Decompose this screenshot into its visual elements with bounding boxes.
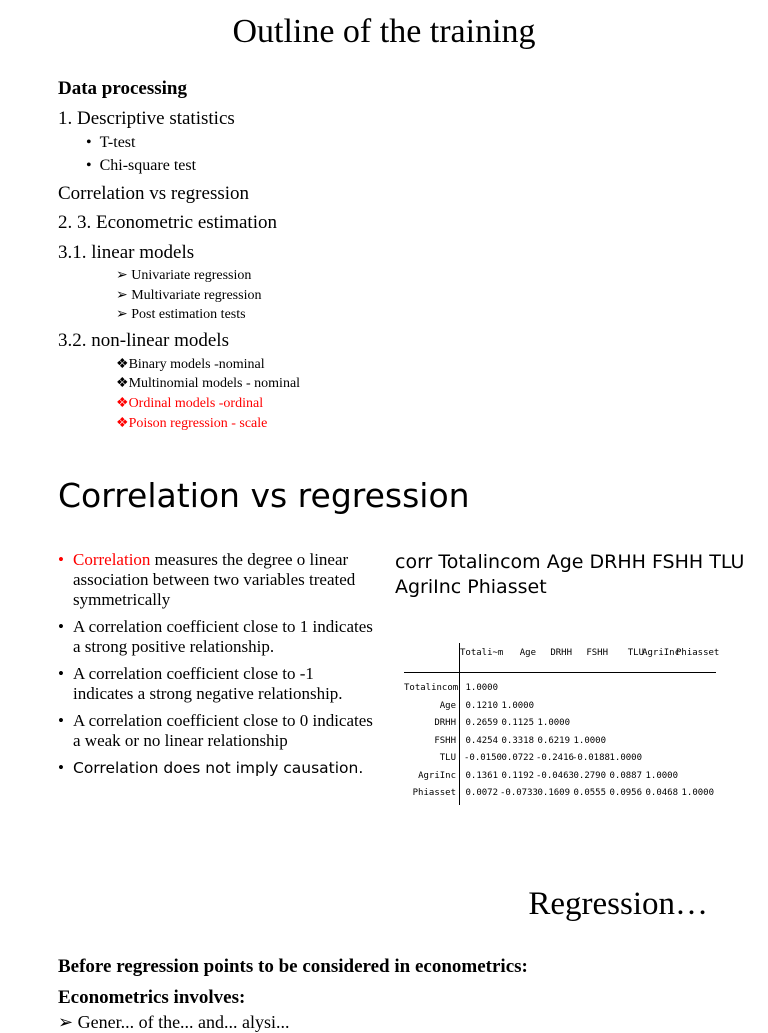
linear-subitem xyxy=(116,267,251,284)
table-divider-horizontal xyxy=(404,672,716,673)
regression-points-heading: Before regression points to be considered in econometrics: xyxy=(58,956,528,977)
table-cell: 1.0000 xyxy=(465,683,498,693)
bullet-item xyxy=(58,711,378,751)
post-estimation-label: Post estimation tests xyxy=(131,307,246,322)
diamond-bullet-icon: ❖ xyxy=(116,416,129,431)
table-row-label: Age xyxy=(439,700,456,711)
arrow-bullet-icon: ➢ xyxy=(58,1012,74,1032)
arrow-bullet-icon: ➢ xyxy=(116,268,128,283)
bullet-text: A correlation coefficient close to 0 indicates a weak or no linear relationship xyxy=(73,711,373,750)
diamond-bullet-icon: ❖ xyxy=(116,376,129,391)
chisquare-label: Chi-square test xyxy=(99,157,197,174)
table-cell: 0.4254 xyxy=(465,735,498,746)
table-column-header: FSHH xyxy=(586,648,608,658)
bullet-icon: • xyxy=(58,758,64,777)
table-cell: 1.0000 xyxy=(537,718,570,728)
table-cell: -0.0463 xyxy=(536,770,574,781)
descriptive-stats-item: 1. Descriptive statistics xyxy=(58,108,235,129)
table-cell: 1.0000 xyxy=(681,788,714,798)
table-cell: 0.2659 xyxy=(465,718,498,728)
corr-vs-reg-item: Correlation vs regression xyxy=(58,183,250,204)
table-row-label: FSHH xyxy=(434,735,456,746)
nonlinear-subitem xyxy=(116,356,265,373)
nonlinear-models-item: 3.2. non-linear models xyxy=(58,330,229,351)
poison-regression-label: Poison regression - scale xyxy=(128,416,268,431)
bullet-text: Correlation does not imply causation. xyxy=(73,759,364,777)
table-column-header: Totali~m xyxy=(460,648,504,658)
nonlinear-subitem xyxy=(116,375,300,392)
cut-off-line xyxy=(58,1012,290,1033)
table-column-header: Age xyxy=(519,648,536,658)
table-cell: -0.0188 xyxy=(572,753,610,763)
desc-subitem xyxy=(86,157,196,175)
multinomial-models-label: Multinomial models - nominal xyxy=(128,376,301,391)
table-cell: 0.0887 xyxy=(609,770,642,781)
nonlinear-subitem xyxy=(116,395,263,412)
bullet-item xyxy=(58,664,378,704)
econometric-item: 2. 3. Econometric estimation xyxy=(58,212,277,233)
multivariate-label: Multivariate regression xyxy=(131,288,262,303)
econometrics-involves-heading: Econometrics involves: xyxy=(58,987,246,1008)
diamond-bullet-icon: ❖ xyxy=(116,357,129,372)
correlation-bullet-list xyxy=(58,550,378,785)
bullet-text: measures the degree o linear association between two variables treated symmetrically xyxy=(73,550,356,609)
table-cell: 0.1361 xyxy=(465,770,498,781)
table-column-header: DRHH xyxy=(550,648,572,658)
table-column-header: Phiasset xyxy=(676,648,720,658)
bullet-icon: • xyxy=(58,617,64,636)
table-row-label: Totalincom xyxy=(404,683,459,693)
table-cell: 0.6219 xyxy=(537,735,570,746)
desc-subitem xyxy=(86,134,135,152)
table-cell: 1.0000 xyxy=(609,753,642,763)
table-cell: 0.1609 xyxy=(537,788,570,798)
regression-slide-title: Regression… xyxy=(528,886,708,922)
partial-text: Gener... of the... and... alysi... xyxy=(77,1012,290,1032)
bullet-icon: • xyxy=(86,157,92,174)
bullet-icon: • xyxy=(58,711,64,730)
table-cell: 0.1125 xyxy=(501,718,534,728)
diamond-bullet-icon: ❖ xyxy=(116,396,129,411)
linear-subitem xyxy=(116,287,261,304)
arrow-bullet-icon: ➢ xyxy=(116,307,128,322)
table-row-label: DRHH xyxy=(434,718,456,728)
bullet-text: A correlation coefficient close to -1 indicates a strong negative relationship. xyxy=(73,664,343,703)
linear-models-item: 3.1. linear models xyxy=(58,242,195,263)
nonlinear-subitem xyxy=(116,415,267,432)
bullet-icon: • xyxy=(58,550,64,569)
table-cell: 0.0468 xyxy=(645,788,678,798)
table-cell: 0.0722 xyxy=(501,753,534,763)
table-cell: -0.0733 xyxy=(500,788,538,798)
table-cell: 1.0000 xyxy=(573,735,606,746)
stata-command: corr Totalincom Age DRHH FSHH TLU AgriInc Phiasset xyxy=(395,551,745,598)
table-cell: 1.0000 xyxy=(645,770,678,781)
data-processing-heading: Data processing xyxy=(58,78,187,99)
table-divider-vertical xyxy=(459,643,460,805)
bullet-text: A correlation coefficient close to 1 indicates a strong positive relationship. xyxy=(73,617,373,656)
univariate-label: Univariate regression xyxy=(131,268,252,283)
bullet-item xyxy=(58,550,378,610)
ttest-label: T-test xyxy=(99,134,136,151)
ordinal-models-label: Ordinal models -ordinal xyxy=(128,396,264,411)
arrow-bullet-icon: ➢ xyxy=(116,288,128,303)
table-cell: 0.0956 xyxy=(609,788,642,798)
table-cell: 0.0072 xyxy=(465,788,498,798)
bullet-item xyxy=(58,617,378,657)
table-cell: -0.2416 xyxy=(536,753,574,763)
table-row-label: Phiasset xyxy=(412,788,456,798)
table-cell: 0.1192 xyxy=(501,770,534,781)
table-cell: 0.2790 xyxy=(573,770,606,781)
correlation-slide-title: Correlation vs regression xyxy=(58,476,470,515)
bullet-icon: • xyxy=(58,664,64,683)
correlation-keyword: Correlation xyxy=(73,550,151,569)
table-cell: 0.3318 xyxy=(501,735,534,746)
table-cell: 1.0000 xyxy=(501,700,534,711)
table-row-label: TLU xyxy=(439,753,456,763)
bullet-item xyxy=(58,758,378,778)
binary-models-label: Binary models -nominal xyxy=(128,357,265,372)
linear-subitem xyxy=(116,306,246,323)
table-cell: 0.0555 xyxy=(573,788,606,798)
table-cell: -0.0150 xyxy=(464,753,502,763)
table-column-header: AgriInc xyxy=(642,648,680,658)
table-column-header: TLU xyxy=(627,648,644,658)
bullet-icon: • xyxy=(86,134,92,151)
table-row-label: AgriInc xyxy=(418,770,456,781)
table-cell: 0.1210 xyxy=(465,700,498,711)
outline-title: Outline of the training xyxy=(232,13,536,50)
